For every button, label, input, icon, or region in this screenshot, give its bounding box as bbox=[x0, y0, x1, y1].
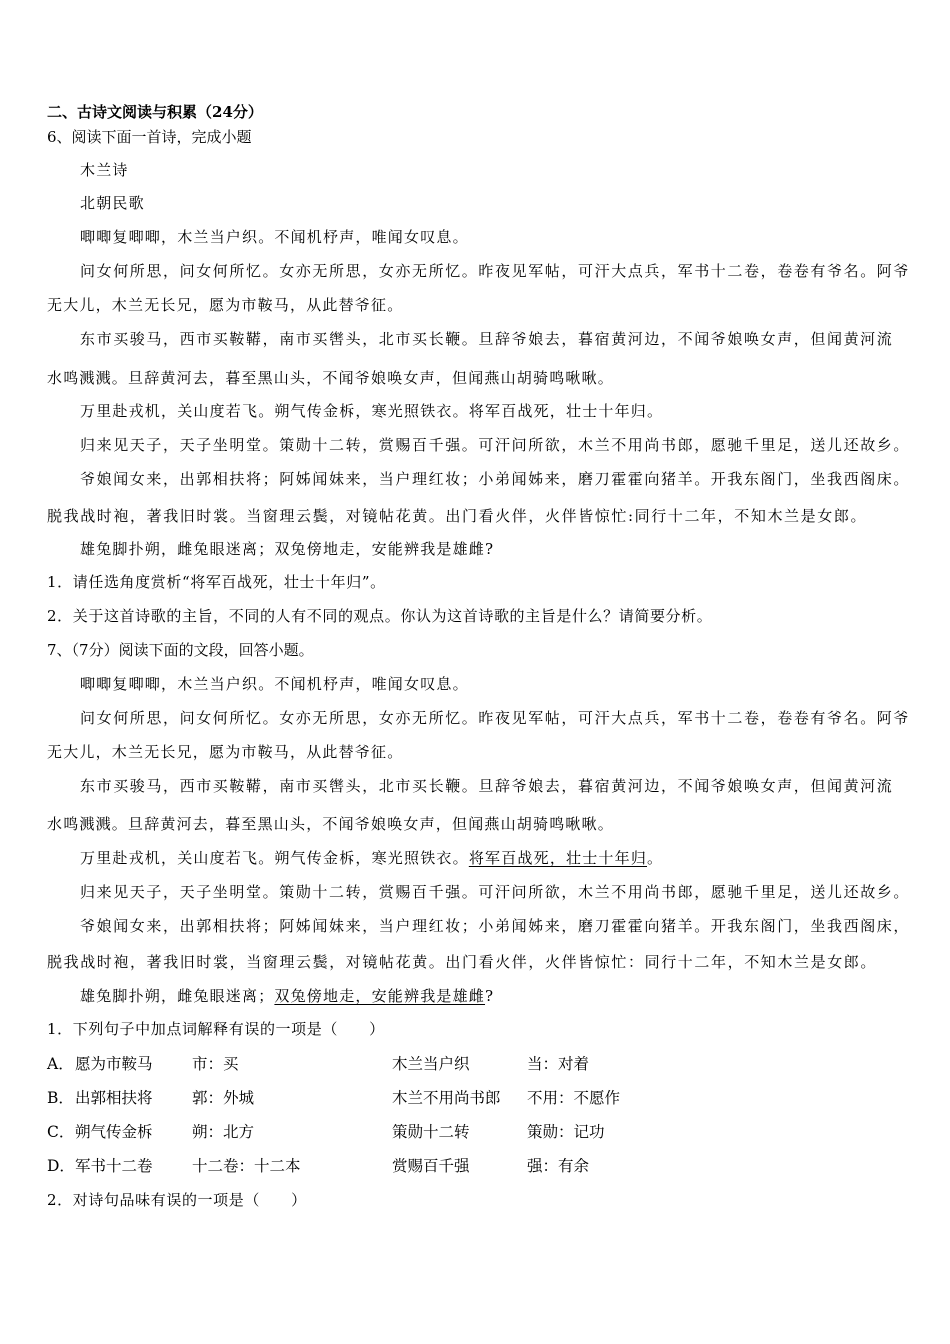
option-phrase: 朔气传金柝 bbox=[75, 1123, 153, 1141]
q6-sub-question-2: 2．关于这首诗歌的主旨，不同的人有不同的观点。你认为这首诗歌的主旨是什么？请简要分析。 bbox=[47, 607, 713, 625]
q7-poem-line: 无大儿，木兰无长兄，愿为市鞍马，从此替爷征。 bbox=[47, 743, 404, 761]
q7-last-plain: 雄兔脚扑朔，雌兔眼迷离； bbox=[80, 987, 275, 1005]
q7-sub-question-2: 2．对诗句品味有误的一项是（ ） bbox=[47, 1191, 307, 1209]
option-phrase: 策勋十二转 bbox=[392, 1123, 470, 1141]
option-explanation: 当：对着 bbox=[527, 1055, 590, 1073]
q7-line6-underlined-phrase: 将军百战死，壮士十年归 bbox=[468, 849, 648, 867]
q7-poem-line: 唧唧复唧唧，木兰当户织。不闻机杼声，唯闻女叹息。 bbox=[80, 675, 469, 693]
q6-poem-line: 水鸣溅溅。旦辞黄河去，暮至黑山头，不闻爷娘唤女声，但闻燕山胡骑鸣啾啾。 bbox=[47, 369, 615, 387]
q6-poem-line: 脱我战时袍，著我旧时裳。当窗理云鬓，对镜帖花黄。出门看火伴，火伴皆惊忙:同行十二年，不知木兰是女郎。 bbox=[47, 507, 868, 525]
q7-poem-line: 脱我战时袍，著我旧时裳，当窗理云鬓，对镜帖花黄。出门看火伴，火伴皆惊忙：同行十二年，不知木兰是女郎。 bbox=[47, 953, 878, 971]
q6-poem-line: 雄兔脚扑朔，雌兔眼迷离；双兔傍地走，安能辨我是雄雌? bbox=[80, 540, 495, 558]
option-letter: A． bbox=[47, 1055, 74, 1073]
option-phrase: 赏赐百千强 bbox=[392, 1157, 470, 1175]
option-letter: B． bbox=[47, 1089, 74, 1107]
option-phrase: 愿为市鞍马 bbox=[75, 1055, 153, 1073]
section-title: 二、古诗文阅读与积累（24分） bbox=[47, 103, 263, 121]
option-phrase: 木兰不用尚书郎 bbox=[392, 1089, 501, 1107]
q6-poem-line: 万里赴戎机，关山度若飞。朔气传金柝，寒光照铁衣。将军百战死，壮士十年归。 bbox=[80, 402, 664, 420]
option-phrase: 军书十二卷 bbox=[75, 1157, 153, 1175]
q7-poem-line: 水鸣溅溅。旦辞黄河去，暮至黑山头，不闻爷娘唤女声，但闻燕山胡骑鸣啾啾。 bbox=[47, 815, 615, 833]
q7-poem-line: 爷娘闻女来，出郭相扶将；阿姊闻妹来，当户理红妆；小弟闻姊来，磨刀霍霍向猪羊。开我东阁门，坐我西阁床， bbox=[80, 917, 911, 935]
option-letter: D． bbox=[47, 1157, 75, 1175]
q7-line6-plain: 万里赴戎机，关山度若飞。朔气传金柝，寒光照铁衣。 bbox=[80, 849, 469, 867]
option-explanation: 郭：外城 bbox=[192, 1089, 255, 1107]
q7-poem-line-underlined bbox=[80, 847, 663, 869]
option-phrase: 木兰当户织 bbox=[392, 1055, 470, 1073]
q7-last-end: ? bbox=[485, 987, 495, 1005]
q7-poem-line: 归来见天子，天子坐明堂。策勋十二转，赏赐百千强。可汗问所欲，木兰不用尚书郎，愿驰千里足，送儿还故乡。 bbox=[80, 883, 911, 901]
poem-source: 北朝民歌 bbox=[80, 194, 145, 212]
q6-sub-question-1: 1．请任选角度赏析“将军百战死，壮士十年归”。 bbox=[47, 573, 386, 591]
q7-poem-line-underlined bbox=[80, 985, 494, 1007]
option-letter: C． bbox=[47, 1123, 75, 1141]
q7-sub-question-1: 1．下列句子中加点词解释有误的一项是（ ） bbox=[47, 1020, 385, 1038]
option-explanation: 强：有余 bbox=[527, 1157, 590, 1175]
q6-poem-line: 问女何所思，问女何所忆。女亦无所思，女亦无所忆。昨夜见军帖，可汗大点兵，军书十二卷，卷卷有爷名。阿爷 bbox=[80, 262, 911, 280]
q6-poem-line: 爷娘闻女来，出郭相扶将；阿姊闻妹来，当户理红妆；小弟闻姊来，磨刀霍霍向猪羊。开我东阁门，坐我西阁床。 bbox=[80, 470, 911, 488]
option-explanation: 策勋：记功 bbox=[527, 1123, 605, 1141]
q7-prompt: 7、（7分）阅读下面的文段，回答小题。 bbox=[47, 641, 314, 659]
option-phrase: 出郭相扶将 bbox=[75, 1089, 153, 1107]
q6-poem-line: 唧唧复唧唧，木兰当户织。不闻机杼声，唯闻女叹息。 bbox=[80, 228, 469, 246]
option-explanation: 朔：北方 bbox=[192, 1123, 255, 1141]
q7-last-underlined-phrase: 双兔傍地走，安能辨我是雄雌 bbox=[274, 987, 486, 1005]
poem-title: 木兰诗 bbox=[80, 161, 129, 179]
q6-poem-line: 东市买骏马，西市买鞍鞯，南市买辔头，北市买长鞭。旦辞爷娘去，暮宿黄河边，不闻爷娘唤女声，但闻黄河流 bbox=[80, 330, 894, 348]
q7-poem-line: 问女何所思，问女何所忆。女亦无所思，女亦无所忆。昨夜见军帖，可汗大点兵，军书十二卷，卷卷有爷名。阿爷 bbox=[80, 709, 911, 727]
q6-prompt: 6、阅读下面一首诗，完成小题 bbox=[47, 128, 252, 146]
option-explanation: 不用：不愿作 bbox=[527, 1089, 621, 1107]
q6-poem-line: 无大儿，木兰无长兄，愿为市鞍马，从此替爷征。 bbox=[47, 296, 404, 314]
option-explanation: 市：买 bbox=[192, 1055, 239, 1073]
q6-poem-line: 归来见天子，天子坐明堂。策勋十二转，赏赐百千强。可汗问所欲，木兰不用尚书郎，愿驰千里足，送儿还故乡。 bbox=[80, 436, 911, 454]
q7-line6-end: 。 bbox=[647, 849, 664, 867]
option-explanation: 十二卷：十二本 bbox=[192, 1157, 301, 1175]
q7-poem-line: 东市买骏马，西市买鞍鞯，南市买辔头，北市买长鞭。旦辞爷娘去，暮宿黄河边，不闻爷娘唤女声，但闻黄河流 bbox=[80, 777, 894, 795]
